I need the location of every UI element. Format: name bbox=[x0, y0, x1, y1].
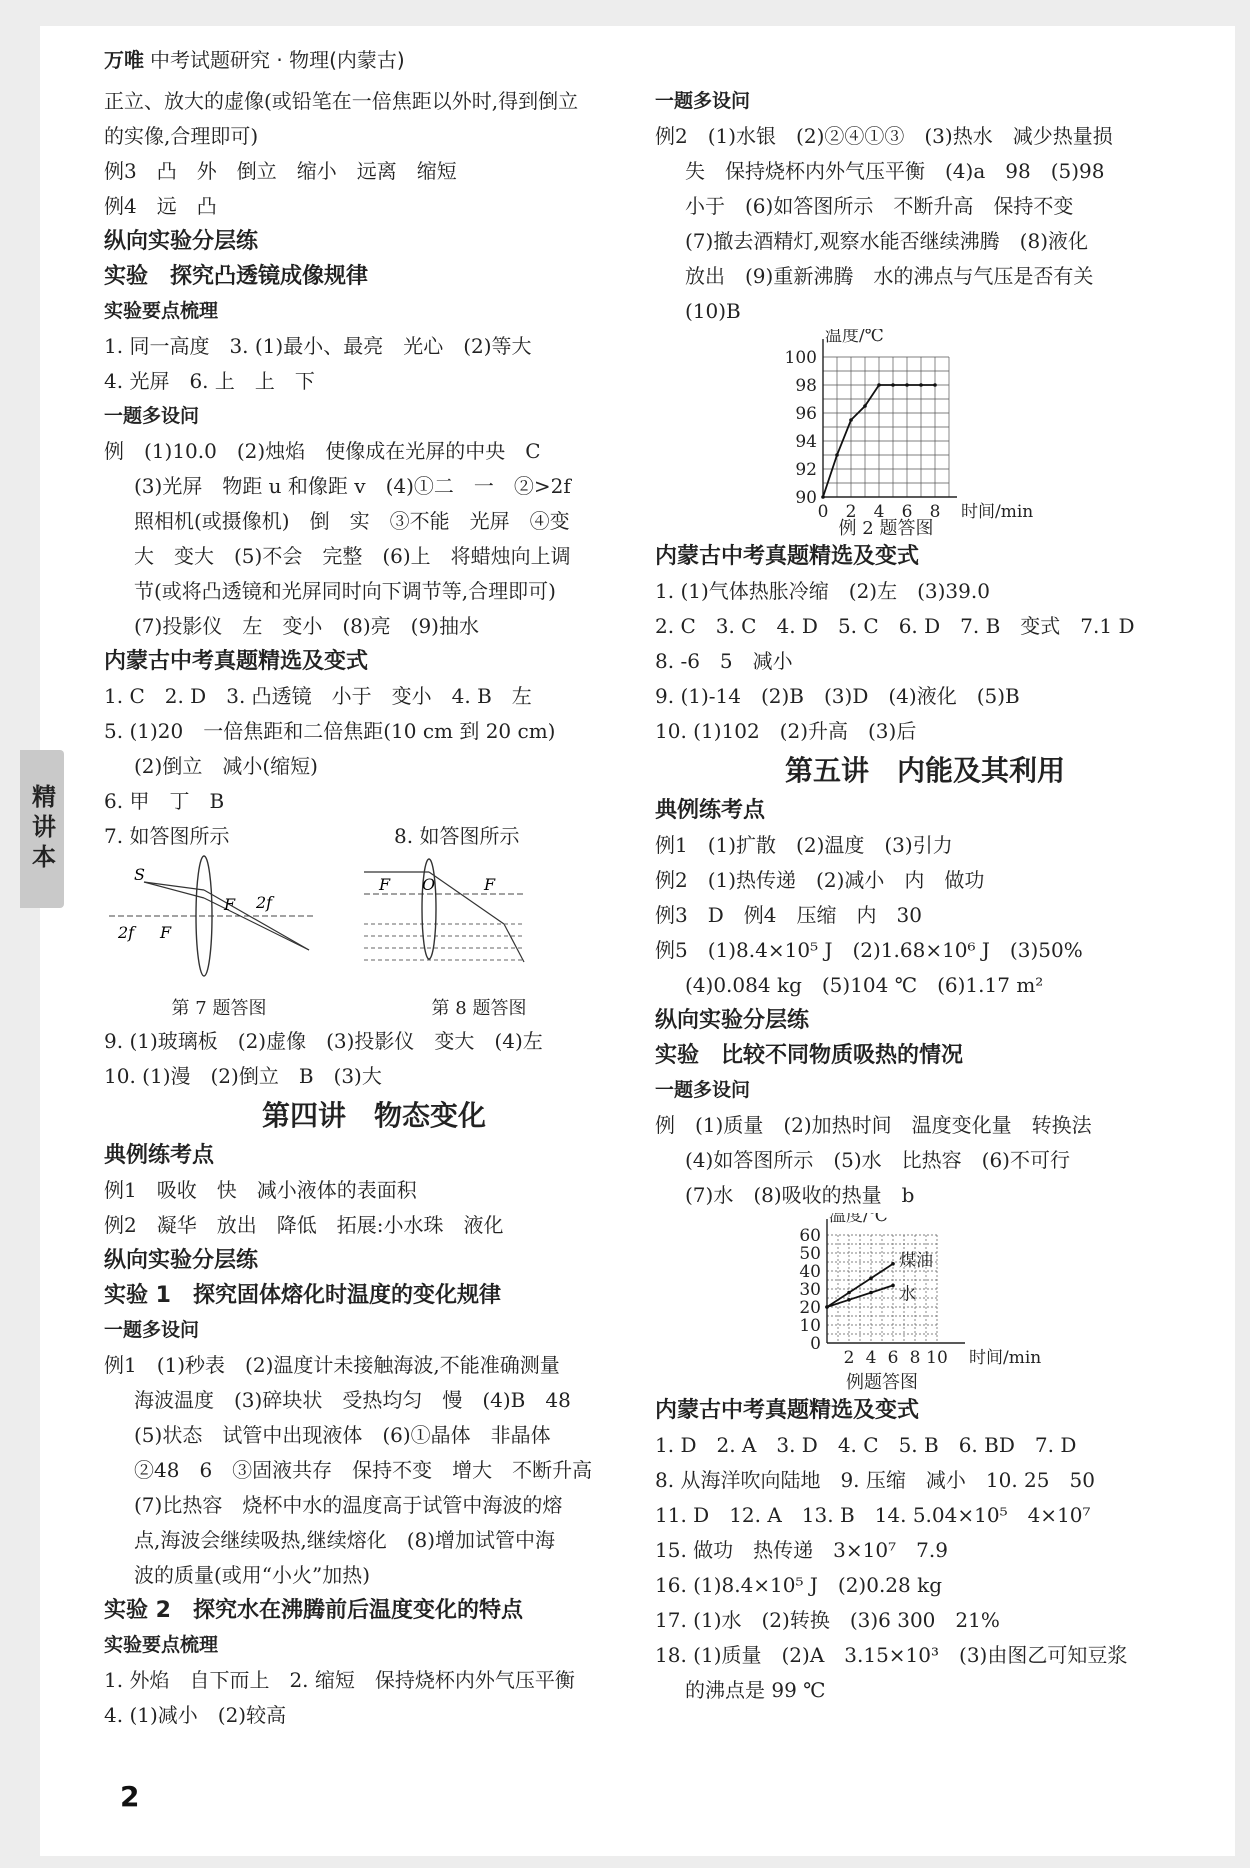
text-line: 15. 做功 热传递 3×10⁷ 7.9 bbox=[655, 1538, 948, 1562]
data-point bbox=[869, 1291, 873, 1295]
text-line: 4. 光屏 6. 上 上 下 bbox=[104, 369, 315, 393]
text-line: 10. (1)102 (2)升高 (3)后 bbox=[655, 719, 917, 743]
data-point bbox=[919, 383, 923, 387]
experiment-heading: 实验 探究凸透镜成像规律 bbox=[104, 264, 369, 289]
label-f: F bbox=[224, 895, 236, 914]
text-line: 9. (1)玻璃板 (2)虚像 (3)投影仪 变大 (4)左 bbox=[104, 1029, 543, 1053]
chart-caption: 例 2 题答图 bbox=[838, 518, 934, 539]
text-line: 6. 甲 丁 B bbox=[104, 789, 225, 813]
text-line: 例 (1)10.0 (2)烛焰 使像成在光屏的中央 C bbox=[104, 439, 541, 463]
y-tick-label: 50 bbox=[799, 1244, 821, 1264]
y-tick-label: 10 bbox=[799, 1316, 821, 1336]
text-line: 照相机(或摄像机) 倒 实 ③不能 光屏 ④变 bbox=[134, 509, 570, 533]
text-line: 8. -6 5 减小 bbox=[655, 649, 793, 673]
y-tick-label: 94 bbox=[795, 432, 817, 452]
sub-heading: 一题多设问 bbox=[655, 90, 751, 112]
x-tick-label: 0 bbox=[817, 502, 829, 522]
brand-logo: 万唯 bbox=[104, 48, 144, 72]
x-axis-label: 时间/min bbox=[961, 502, 1034, 522]
text-line: 例2 (1)水银 (2)②④①③ (3)热水 减少热量损 bbox=[655, 124, 1113, 148]
text-line: 1. D 2. A 3. D 4. C 5. B 6. BD 7. D bbox=[655, 1433, 1077, 1457]
text-line: 18. (1)质量 (2)A 3.15×10³ (3)由图乙可知豆浆 bbox=[655, 1643, 1128, 1667]
fig8-caption: 第 8 题答图 bbox=[431, 998, 527, 1019]
data-point bbox=[933, 383, 937, 387]
text-line: (2)倒立 减小(缩短) bbox=[134, 754, 318, 778]
data-point bbox=[825, 1305, 829, 1309]
sub-heading: 一题多设问 bbox=[104, 405, 200, 427]
series-label: 煤油 bbox=[899, 1250, 933, 1271]
sub-heading: 实验要点梳理 bbox=[104, 300, 219, 322]
heating-chart bbox=[655, 1213, 1195, 1393]
y-tick-label: 96 bbox=[795, 404, 817, 424]
text-line: 点,海波会继续吸热,继续熔化 (8)增加试管中海 bbox=[134, 1528, 556, 1552]
section-heading: 内蒙古中考真题精选及变式 bbox=[655, 544, 920, 569]
chart-caption: 例题答图 bbox=[846, 1372, 918, 1393]
text-line: 正立、放大的虚像(或铅笔在一倍焦距以外时,得到倒立 bbox=[104, 89, 579, 113]
section-heading: 典例练考点 bbox=[104, 1143, 215, 1168]
light-ray bbox=[144, 882, 204, 890]
y-tick-label: 92 bbox=[795, 460, 817, 480]
convex-lens bbox=[422, 859, 436, 959]
x-tick-label: 8 bbox=[909, 1348, 921, 1368]
text-line: ②48 6 ③固液共存 保持不变 增大 不断升高 bbox=[134, 1458, 593, 1482]
data-point bbox=[891, 1262, 895, 1266]
data-point bbox=[863, 404, 867, 408]
text-line: 17. (1)水 (2)转换 (3)6 300 21% bbox=[655, 1608, 1000, 1632]
experiment-heading: 实验 比较不同物质吸热的情况 bbox=[655, 1043, 964, 1068]
y-tick-label: 100 bbox=[784, 348, 817, 368]
text-line: 大 变大 (5)不会 完整 (6)上 将蜡烛向上调 bbox=[134, 544, 571, 568]
text-line: 失 保持烧杯内外气压平衡 (4)a 98 (5)98 bbox=[685, 159, 1105, 183]
text-line: 8. 从海洋吹向陆地 9. 压缩 减小 10. 25 50 bbox=[655, 1468, 1095, 1492]
text-line: (7)撤去酒精灯,观察水能否继续沸腾 (8)液化 bbox=[685, 229, 1089, 253]
text-line: 5. (1)20 一倍焦距和二倍焦距(10 cm 到 20 cm) bbox=[104, 719, 556, 743]
label-2f: 2f bbox=[118, 923, 135, 942]
text-line: 9. (1)-14 (2)B (3)D (4)液化 (5)B bbox=[655, 684, 1020, 708]
series-label: 水 bbox=[899, 1284, 916, 1305]
data-point bbox=[891, 383, 895, 387]
y-tick-label: 20 bbox=[799, 1298, 821, 1318]
right-column bbox=[655, 84, 1195, 1708]
left-column bbox=[104, 84, 644, 1733]
section-heading: 纵向实验分层练 bbox=[655, 1008, 810, 1033]
light-ray bbox=[144, 882, 204, 898]
section-heading: 纵向实验分层练 bbox=[104, 229, 259, 254]
q7-text: 7. 如答图所示 bbox=[104, 824, 230, 848]
text-line: (3)光屏 物距 u 和像距 v (4)①二 一 ②>2f bbox=[134, 474, 571, 498]
text-line: (5)状态 试管中出现液体 (6)①晶体 非晶体 bbox=[134, 1423, 551, 1447]
x-tick-label: 2 bbox=[845, 502, 857, 522]
text-line: 例3 凸 外 倒立 缩小 远离 缩短 bbox=[104, 159, 457, 183]
data-point bbox=[835, 453, 839, 457]
x-tick-label: 4 bbox=[865, 1348, 877, 1368]
label-s: S bbox=[134, 865, 145, 884]
text-line: (4)如答图所示 (5)水 比热容 (6)不可行 bbox=[685, 1148, 1070, 1172]
y-tick-label: 60 bbox=[799, 1226, 821, 1246]
sub-heading: 实验要点梳理 bbox=[104, 1634, 219, 1656]
text-line: 1. 外焰 自下而上 2. 缩短 保持烧杯内外气压平衡 bbox=[104, 1668, 575, 1692]
text-line: 的实像,合理即可) bbox=[104, 124, 259, 148]
experiment-heading: 实验 1 探究固体熔化时温度的变化规律 bbox=[104, 1283, 501, 1308]
label-f: F bbox=[484, 875, 496, 894]
x-axis-label: 时间/min bbox=[969, 1348, 1042, 1368]
text-line: 例3 D 例4 压缩 内 30 bbox=[655, 903, 922, 927]
side-tab: 精讲本 bbox=[20, 750, 64, 908]
y-tick-label: 98 bbox=[795, 376, 817, 396]
y-tick-label: 40 bbox=[799, 1262, 821, 1282]
text-line: 1. C 2. D 3. 凸透镜 小于 变小 4. B 左 bbox=[104, 684, 532, 708]
book-title: 中考试题研究 · 物理(内蒙古) bbox=[150, 48, 405, 72]
text-line: 11. D 12. A 13. B 14. 5.04×10⁵ 4×10⁷ bbox=[655, 1503, 1091, 1527]
lens-diagram-7-8 bbox=[104, 854, 644, 994]
text-line: (10)B bbox=[685, 299, 741, 323]
text-line: 例2 凝华 放出 降低 拓展:小水珠 液化 bbox=[104, 1213, 504, 1237]
data-point bbox=[905, 383, 909, 387]
text-line: 例1 吸收 快 减小液体的表面积 bbox=[104, 1178, 417, 1202]
text-line: (7)比热容 烧杯中水的温度高于试管中海波的熔 bbox=[134, 1493, 563, 1517]
data-point bbox=[877, 383, 881, 387]
y-tick-label: 90 bbox=[795, 488, 817, 508]
x-tick-label: 8 bbox=[929, 502, 941, 522]
lens-figures bbox=[104, 854, 644, 994]
text-line: 例1 (1)扩散 (2)温度 (3)引力 bbox=[655, 833, 953, 857]
text-line: (4)0.084 kg (5)104 ℃ (6)1.17 m² bbox=[685, 973, 1044, 997]
text-line: 的沸点是 99 ℃ bbox=[685, 1678, 826, 1702]
text-line: 小于 (6)如答图所示 不断升高 保持不变 bbox=[685, 194, 1074, 218]
label-2f: 2f bbox=[256, 893, 273, 912]
x-tick-label: 2 bbox=[843, 1348, 855, 1368]
y-axis-label: 温度/℃ bbox=[825, 329, 884, 346]
text-line: 例2 (1)热传递 (2)减小 内 做功 bbox=[655, 868, 985, 892]
y-tick-label: 0 bbox=[810, 1334, 821, 1354]
data-point bbox=[821, 495, 825, 499]
data-point bbox=[847, 1298, 851, 1302]
experiment-heading: 实验 2 探究水在沸腾前后温度变化的特点 bbox=[104, 1598, 523, 1623]
section-heading: 典例练考点 bbox=[655, 798, 766, 823]
data-point bbox=[891, 1284, 895, 1288]
x-tick-label: 6 bbox=[901, 502, 913, 522]
text-line: (7)水 (8)吸收的热量 b bbox=[685, 1183, 915, 1207]
y-axis-label: 温度/℃ bbox=[829, 1213, 888, 1226]
text-line: 放出 (9)重新沸腾 水的沸点与气压是否有关 bbox=[685, 264, 1094, 288]
page-header bbox=[104, 44, 405, 73]
label-f: F bbox=[160, 923, 172, 942]
figure-refs bbox=[104, 819, 644, 854]
data-point bbox=[847, 1291, 851, 1295]
text-line: 2. C 3. C 4. D 5. C 6. D 7. B 变式 7.1 D bbox=[655, 614, 1135, 638]
text-line: 波的质量(或用“小火”加热) bbox=[134, 1563, 371, 1587]
text-line: 16. (1)8.4×10⁵ J (2)0.28 kg bbox=[655, 1573, 943, 1597]
text-line: (7)投影仪 左 变小 (8)亮 (9)抽水 bbox=[134, 614, 479, 638]
text-line: 4. (1)减小 (2)较高 bbox=[104, 1703, 287, 1727]
page-number: 2 bbox=[120, 1780, 140, 1813]
lecture-title: 第五讲 内能及其利用 bbox=[784, 754, 1065, 787]
section-heading: 内蒙古中考真题精选及变式 bbox=[104, 649, 369, 674]
lecture-title: 第四讲 物态变化 bbox=[261, 1099, 486, 1132]
x-tick-label: 4 bbox=[873, 502, 885, 522]
text-line: 例5 (1)8.4×10⁵ J (2)1.68×10⁶ J (3)50% bbox=[655, 938, 1083, 962]
sub-heading: 一题多设问 bbox=[104, 1319, 200, 1341]
section-heading: 纵向实验分层练 bbox=[104, 1248, 259, 1273]
text-line: 例4 远 凸 bbox=[104, 194, 217, 218]
x-tick-label: 10 bbox=[926, 1348, 948, 1368]
text-line: 例 (1)质量 (2)加热时间 温度变化量 转换法 bbox=[655, 1113, 1092, 1137]
text-line: 1. 同一高度 3. (1)最小、最亮 光心 (2)等大 bbox=[104, 334, 532, 358]
sub-heading: 一题多设问 bbox=[655, 1079, 751, 1101]
chart-1-container bbox=[655, 329, 1195, 539]
label-f: F bbox=[379, 875, 391, 894]
boiling-chart bbox=[655, 329, 1195, 539]
y-tick-label: 30 bbox=[799, 1280, 821, 1300]
data-point bbox=[849, 418, 853, 422]
fig7-caption: 第 7 题答图 bbox=[171, 998, 267, 1019]
x-tick-label: 6 bbox=[887, 1348, 899, 1368]
chart-2-container bbox=[655, 1213, 1195, 1393]
text-line: 例1 (1)秒表 (2)温度计未接触海波,不能准确测量 bbox=[104, 1353, 560, 1377]
q8-text: 8. 如答图所示 bbox=[394, 824, 520, 848]
figure-captions bbox=[104, 994, 644, 1024]
light-ray bbox=[504, 924, 524, 962]
text-line: 海波温度 (3)碎块状 受热均匀 慢 (4)B 48 bbox=[134, 1388, 571, 1412]
label-o: O bbox=[422, 875, 436, 894]
section-heading: 内蒙古中考真题精选及变式 bbox=[655, 1398, 920, 1423]
data-point bbox=[869, 1276, 873, 1280]
text-line: 10. (1)漫 (2)倒立 B (3)大 bbox=[104, 1064, 382, 1088]
text-line: 节(或将凸透镜和光屏同时向下调节等,合理即可) bbox=[134, 579, 556, 603]
text-line: 1. (1)气体热胀冷缩 (2)左 (3)39.0 bbox=[655, 579, 990, 603]
